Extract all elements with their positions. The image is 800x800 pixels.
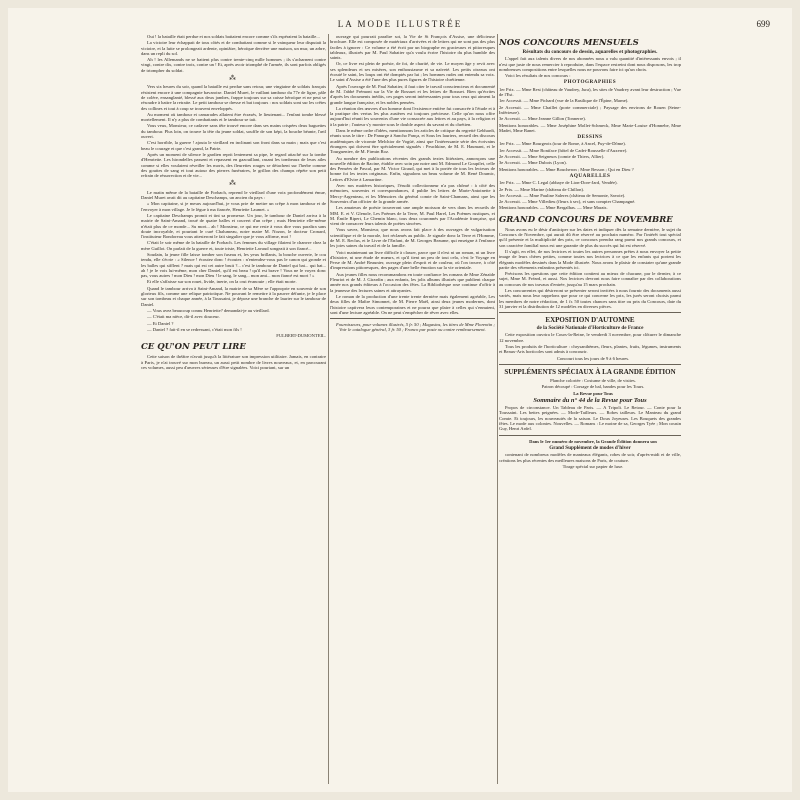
paragraph: Voici maintenant un livre difficile à classer, parce que il n'est ni un roman, ni un livre d'histoire, ni une étude de mœurs, et qu'il tient un peu de tout cela, c'est le Voyage en Perse de M. André Beaunier, ouvrage plein d'esprit et de couleur, où l'on trouve, à côté d'impressions pittoresques, des pages d'une belle émotion sur la vie orientale. [330, 249, 495, 271]
paragraph: Tirage spécial sur papier de luxe. [562, 463, 624, 469]
section-divider: ⁂ [229, 74, 238, 83]
prize-entry: Mentions honorables. — Mme Joséphine Mollet-Schmeck, Mme Marie-Louise d'Honnebe, Mme Madet, Mme Banet. [499, 122, 681, 133]
category-heading: DESSINS [577, 134, 603, 141]
section-rule [499, 312, 681, 313]
paragraph: Vers six heures du soir, quand la bataille est perdue sans retour, une vingtaine de soldats français résistent encore à une compagnie bavaroise. Daniel Muret, le vaillant tambour du 77e de ligne, pâle de colère, ensanglanté, blessé aux deux jambes, frappe toujours sur sa caisse héroïque et ne peut se résoudre à battre la retraite. Le petit tambour se dresse et bat toujours : nos soldats sont sur les crêtes des collines et tout à coup se trouvent enveloppés. [141, 84, 326, 111]
paragraph: Le matin même de la bataille de Forbach, reprend le vieillard d'une voix profondément émue, Daniel Muret avait dit au capitaine Deschamps, un ancien du pays : [141, 189, 326, 201]
paragraph: Tous les produits de l'horticulture : chrysanthèmes, fleurs, plantes, fruits, légumes, instruments et Beaux-Arts horticoles sont admis à concourir. [499, 344, 681, 355]
paragraph: Propos de circonstance. Un Tableau de Paris. — A Tripoli. Le Retour. — Conte pour la Toussaint. Les bettes peignées. — Mode-Tailleurs. — Robes tailleurs. Le Manteau du grand Comte. Et toujours, les nouveautés de la saison. Le Doux Joyeuses. Les Bouquets des grandes fêtes. Le mode aux colonies. Nouvelles. — Romans : Le moine de sa, Georges Tyée ; Mon cousin Guy, Henri Ardel. [499, 405, 681, 432]
section-subheading: Grand Supplément de modes d'hiver [549, 444, 631, 451]
prize-entry: 2e Accessit. — Mme Chaillet (porte commerciale) ; Paysage des environs de Rouen (Seine-Inférieure). [499, 104, 681, 115]
paragraph: Au nombre des publications récentes des grands textes littéraires, annonçons une nouvelle édition de Racine, établie avec soin par notre ami M. Edmond Le Goupilet, celle des Pensées de Pascal, par M. Victor Giraud, qui met à la portée de tous les lecteurs de bonne foi les textes originaux. Enfin, signalons un beau volume de M. René Doumic, Lettres d'Elvire à Lamartine. [330, 155, 495, 182]
paragraph: C'était le soir même de la bataille de Forbach. Les femmes du village filaient le chanvre chez la mère Guillot. On parlait de la guerre et, toute triste, Henriette Lavaud songeait à son fiancé... [141, 240, 326, 251]
paragraph: Vous veux, Monsieur, ce cadavre sans tête trouvé encore dans ses mains crispées deux baguettes du tambour. Plus loin, on trouve la tête du jeune soldat, souffle de son képi, la bouche béante, l'œil ouvert. [141, 123, 326, 140]
paragraph: Il s'agit, en effet, de nos lectrices et toutes les autres personnes prêtes à nous envoyer la petite image de leurs chères petites, comme toutes nos lectrices à ce que les enfants qui portent les élégants modèles dessinés dans la Mode illustrée. Nous avons le plaisir de constater qu'une grande partie des vêtements enfantins présentés ici. [499, 248, 681, 270]
prize-entry: 1er Prix. — Mme C. Legal (abbaye de Lion-Dore-Jard, Vendée). [499, 180, 618, 186]
paragraph: — Et Daniel ? [147, 320, 174, 326]
paragraph: Soudain, la jeune fille laisse tomber son fuseau et, les yeux brillants, la bouche ouverte, le cou tendu, elle s'écrie : « Silence ! écoutez donc ! écoutez : n'entendez-vous pas le canon qui gronde et les balles qui sifflent ? mais qui est cet autre bruit ?... c'est le tambour de Daniel qui bat... qui bat... ah ! je le vois lui-même, mon cher Daniel, qu'il est beau ! qu'il est brave ! Vous ne le voyez donc pas, vous autres ! mon Dieu ! mon Dieu ! le sang, le sang... mon ami... mon fiancé est mort ! » [141, 251, 326, 279]
supplement-line: La Revue pour Tous [573, 390, 613, 396]
paragraph: Après l'ouvrage de M. Paul Sabatier, il faut citer le travail consciencieux et documenté de M. l'abbé Frémont sur la Vie de Bossuet et les lettres de Bossuet. Bien qu'écrites d'après les documents inédits, ces pages seront intéressantes pour tous ceux qui aiment la grande langue française, et les nobles pensées. [330, 83, 495, 105]
prize-entry: 1er Prix. — Mme Rest (château de Vaudrey, Jura), les sites de Vaudrey avant leur destruction ; Vue de l'Est. [499, 86, 681, 98]
paragraph: Oui ! la bataille était perdue et nos soldats battaient encore comme s'ils espéraient la bataille... [147, 34, 320, 39]
column-3 [499, 34, 681, 784]
footnote-rule [330, 318, 495, 319]
column-rule [497, 34, 498, 784]
paragraph: Aux jeunes filles nous recommandons en toute confiance les romans de Mme Zénaïde Fleuriot et de M. J. Girardin ; aux enfants, les jolis albums illustrés que publient chaque année nos grands éditeurs à l'occasion des fêtes. La Bibliothèque rose continue d'offrir à la jeunesse des lectures saines et attrayantes. [330, 271, 495, 293]
paragraph: Le capitaine Deschamps promit et tint sa promesse. Un jour, le tambour de Daniel arriva à la mairie de Saint-Amand, troué de quatre balles et couvert d'un crêpe ; mais Henriette elle-même n'était plus de ce monde... Su mort... ah ! Monsieur, ce qui me reste à vous dire vous paraîtra sans doute incroyable, et pourtant le curé Chalumeau, notre maire M. Nozon, le docteur Cronard, l'instituteur Bondoreau vous attesteront le fait singulier que je vous affirme, moi ! [141, 212, 326, 240]
running-title: LA MODE ILLUSTRÉE [337, 19, 463, 29]
paragraph: Les amateurs de poésie trouveront une ample moisson de vers dans les recueils de MM. E. et V. Glenole, Les Poèmes de la Terre, M. Paul Harel, Les Poèmes rustiques, et M. Émile Ripert, Le Chemin blanc, tous deux couronnés par l'Académie française, qui vient de consacrer leurs talents de poètes sincères. [330, 205, 495, 227]
prize-entry: Mentions honorables. — Mme Bergalhas. — Mme Marais. [499, 205, 608, 211]
section-rule [499, 364, 681, 365]
paragraph: Cette exposition ouvrira le Cours-la-Reine, le vendredi 3 novembre, pour clôturer le dimanche 12 novembre. [499, 332, 681, 343]
supplement-line: Planche coloriée : Costume de ville, de visites. [550, 377, 636, 383]
paragraph: Le roman de la production d'une trente trente dernière mais également agréable, Les deux filles de Maître Simonnet, de M. Pierre Maël, ainsi deux jeunes modernes, dont l'histoire captivera leurs contemporaines et ne pourra que plaire à celles qui s'ennuient, sont d'une lecture agréable. On ne peut s'empêcher de rêver avec elles. [330, 293, 495, 315]
prize-entry: 2e Accessit. — Mme Villedieu (fleurs à sec), et sans compter Champagné. [499, 199, 636, 205]
sommaire-heading: Sommaire du n° 44 de la Revue pour Tous [533, 396, 647, 404]
prize-entry: 2e Prix. — Mme Marine (château de Chillon). [499, 186, 585, 192]
paragraph: Quand le tambour arriva à Saint-Amand, la mairie de sa Mère se l'approprie en souvenir de son glorieux fils, comme une relique patriotique. Ne pouvant le remettre à la pauvre défunte, je le place sur son tombeau et chaque année, à la Toussaint, je dépose une branche de laurier sur le tambour de Daniel. [141, 285, 326, 307]
section-subheading: de la Société Nationale d'Horticulture de France [536, 325, 644, 332]
prize-entry: 3e Accessit. — Mme Jeanne Gillon (Tonnerre). [499, 116, 586, 122]
magazine-page [8, 8, 792, 792]
paragraph: Vous savez, Monsieur, que nous avons fait place à des ouvrages de vulgarisation scientifique et de la morale, fort réclamés au public. Je signale donc la Terre et l'Homme, de M. E. Reclus, et le Livre de l'Enfant, de M. Georges Beaume, qui enseigne à l'enfance les joies saines du travail et de la famille. [330, 227, 495, 249]
section-heading: GRAND CONCOURS DE NOVEMBRE [499, 214, 673, 225]
section-divider: ⁂ [229, 179, 238, 188]
prize-entry: 1er Accessit. — Mme Boniface (hôtel de Cadet-Rousselle d'Auxerre). [499, 147, 628, 153]
section-heading: CE QU'ON PEUT LIRE [141, 342, 246, 353]
paragraph: — C'était ma nièce, dit-il avec douceur. [147, 314, 220, 320]
section-heading: SUPPLÉMENTS SPÉCIAUX À LA GRANDE ÉDITION [504, 367, 676, 376]
section-heading: NOS CONCOURS MENSUELS [499, 38, 639, 48]
prize-entry: 1er Prix. — Mme Bourgeois (tour de Rome, à Ancel, Puy-de-Dôme). [499, 141, 626, 147]
prize-entry: 3e Accessit. — Mme Dubois (Lyon). [499, 160, 567, 166]
section-rule [499, 435, 681, 436]
paragraph: — Daniel ? fait-il en se redressant, c'était mon fils ! [147, 326, 242, 332]
paragraph: — Vous avez beaucoup connu Henriette? demandai-je au vieillard. [147, 307, 270, 313]
paragraph: ouvrage qui pourrait paraître sot, la Vie de St François d'Assise, une délicieuse brochure. Elle est composée de matériaux d'arrivées et de lettres qui ne sont pas des plus faciles à ignorer : Ce volume a été écrit par un biographe en gracieuses et pittoresques tableaux, illustrés par M. Paul Sabatier qu'a voulu écrire l'histoire du plus humble des saints. [330, 34, 495, 61]
paragraph: Dans le même ordre d'idées, mentionnons les articles de critique du regretté Gebhardt, réunis sous le titre : De Panurge à Sancho Pança, et Sous les lauriers, recueil des discours académiques de vicomte Melchior de Vogüé, ainsi que l'intéressante série des écrivains étrangers qui doivent être spécialement signalés : Peuchkine, de M. E. Haumant, et le Tourgueniev, de M. Firmin Roz. [330, 128, 495, 155]
paragraph: Précisons les questions que cette édition contient au mieux de chacune, par le dernier, à ce sujet, Mme M. Fréard, et aussi. Nos lectrices devront nous faire connaître par des collaborations au concours de nos travaux d'entrée, jusqu'au 15 mars prochain. [499, 271, 681, 287]
paragraph: contenant de nombreux modèles de manteaux élégants, robes de soir, d'après-midi et de ville, créations les plus récentes des meilleures maisons de Paris, de couture. [499, 452, 681, 463]
paragraph: Ah ! les Allemands ne se battent plus contre trente-cinq mille hommes ; ils s'acharnent contre vingt, contre dix, contre trois, contre un ! Et, après avoir triomphé de l'armée, ils sont parfois obligés de triompher du soldat. [141, 57, 326, 73]
paragraph: L'appel fait aux talents divers de nos abonnées nous a valu quantité d'intéressants envois ; il n'est que juste de nous remercier à reproduire, dans l'espace restreint dont nous disposons, les trop nombreuses compositions entre lesquelles nous ne pouvons faire ici qu'un choix. [499, 56, 681, 72]
column-2 [330, 34, 495, 784]
column-1 [141, 34, 326, 784]
paragraph: C'est horrible, la guerre ! ajouta le vieillard en inclinant son front dans sa main ; mais que c'est beau le courage et que c'est grand, la Patrie. [141, 140, 326, 151]
prize-entry: 1er Accessit. — Mme Pichard (vue de la Basilique de l'Épine, Marne). [499, 98, 629, 104]
paragraph: Dans le 1er numéro de novembre, la Grande Édition donnera son [529, 438, 657, 444]
paragraph: Les concurrentes qui désireront se présenter seront invitées à nous fournir des documents aussi variés, mais nous leur rappelons que pour ce qui concerne les prix, les jurés seront choisis parmi les membres de notre rédaction, de 1 fr. 50 toutes chances sans titre ou prix du Concours, date du 31 janvier et la distribution de 12 modèles en diverses pièces. [499, 287, 681, 309]
paragraph: Concourt tous les jours de 9 à 6 heures. [556, 355, 630, 361]
prize-entry: 2e Accessit. — Mme Seigneurs (comte de Thiers, Allier). [499, 154, 605, 160]
prize-entry: Mentions honorables. — Mme Boucheron ; Mme Besson ; Qui en Dieu ? [499, 166, 634, 172]
paragraph: Après un moment de silence le gardien reprit lentement sa pipe, le regard attaché sur la tombe d'Henriette. Les hirondelles passent et repassent en gazouillant, rasant les tombeaux de leurs ailes comme si elles voulaient réveiller les morts, des fleurettes rouges se détachent sur l'herbe comme des gouttes de sang et tout autour des pierres funéraires, le grillon des champs répète son petit refrain de résurrection et de vie... [141, 151, 326, 179]
paragraph: La victoire leur échappait de tous côtés et de combattant comme si le vainqueur leur disputait la victoire, et la lutte se prolongeait ardente, opiniâtre, héroïque derrière une maison, un mur, un arbre, dans un repli du sol. [141, 40, 326, 56]
column-rule [328, 34, 329, 784]
author-signature: FULBERT-DUMONTEIL. [276, 333, 326, 339]
paragraph: Or, ce livre est plein de poésie, de foi, de charité, de vie. Le moyen âge y revit avec ses splendeurs et ses misères, son enthousiasme et sa naïveté. Les petits oiseaux ont écouté le saint, les loups ont été domptés par lui ; les hommes rudes ont entendu sa voix. Le saint d'Assise a été l'une des plus pures figures de l'histoire chrétienne. [330, 61, 495, 83]
page-number: 699 [756, 19, 770, 29]
footnote: Fournisseurs, pour volumes illustrés, 5 fr. 50 ; Magasins, les titres de Mme Florentin ; Voir le catalogue général, 3 fr. 50 ; Franco par poste ou contre remboursement. [336, 322, 495, 333]
paragraph: La réunion des œuvres d'un homme dont l'existence entière fut consacrée à l'étude et à la pratique des vertus les plus austères est toujours précieuse. Celle qu'on nous offre aujourd'hui réunit les souvenirs d'une vie consacrée aux lettres et au pays, à la religion et à la patrie ; l'auteur s'y montre sous le double aspect du savant et du chrétien. [330, 105, 495, 127]
prize-entry: 1er Accessit. — Mme Pauline Saleres (château de Semonte, Savoie). [499, 192, 626, 198]
paragraph: Et elle s'affaisse sur son rouet, livide, inerte, on la crut évanouie ; elle était morte. [147, 279, 297, 285]
paragraph: « Mon capitaine, si je meurs aujourd'hui, je vous prie de mettre un crêpe à mon tambour et de l'envoyer à mon village. Je le lègue à ma fiancée, Henriette Laumet. » [141, 201, 326, 212]
paragraph: Nous avons eu le désir d'anticiper sur les dates et indiquer dès la semaine dernière, le sujet du Concours de Novembre, qui aurait dû être réservé au prochain numéro. Par l'intérêt tout spécial qu'il présente et la multiplicité des prix, ce concours prendra rang parmi nos grands concours, et son caractère familial nous est une garantie de plus du succès qui lui est réservé. [499, 226, 681, 248]
section-heading: EXPOSITION D'AUTOMNE [545, 316, 635, 325]
supplement-line: Patron découpé : Corsage de bal, bandes pour les Tours. [541, 384, 645, 390]
paragraph: Au moment où tambour et camarades allaient être écrasés, le lieutenant... l'enfant tombe blessé mortellement. Il n'y a plus de combattants et le tambour se tait. [141, 111, 326, 123]
category-heading: PHOTOGRAPHIES [563, 79, 617, 86]
paragraph: Avec nos matières historiques, l'érudit collectionneur n'a pas chômé : à côté des mémoires, souvenirs et correspondances, il publie les lettres de Marie-Antoinette à Mercy-Argenteau, et les Mémoires du général comte de Saint-Chamans, ainsi que les Souvenirs d'un officier de la grande armée. [330, 183, 495, 204]
section-subheading: Résultats du concours de dessin, aquarelles et photographies. [522, 49, 658, 55]
paragraph: Voici les résultats de nos concours : [505, 73, 571, 79]
category-heading: AQUARELLES [569, 172, 611, 179]
paragraph: Cette saison de théâtre n'avait jusqu'à la littérature son impression utilitaire. Jamais, en contraire à Paris, je n'ai trouvé sur mon bureau, un aussi petit nombre de livres nouveaux, et, en parcourant ces volumes, aussi peu d'œuvres sérieuses d'être signalées. Voici pourtant, sur un [141, 354, 326, 371]
